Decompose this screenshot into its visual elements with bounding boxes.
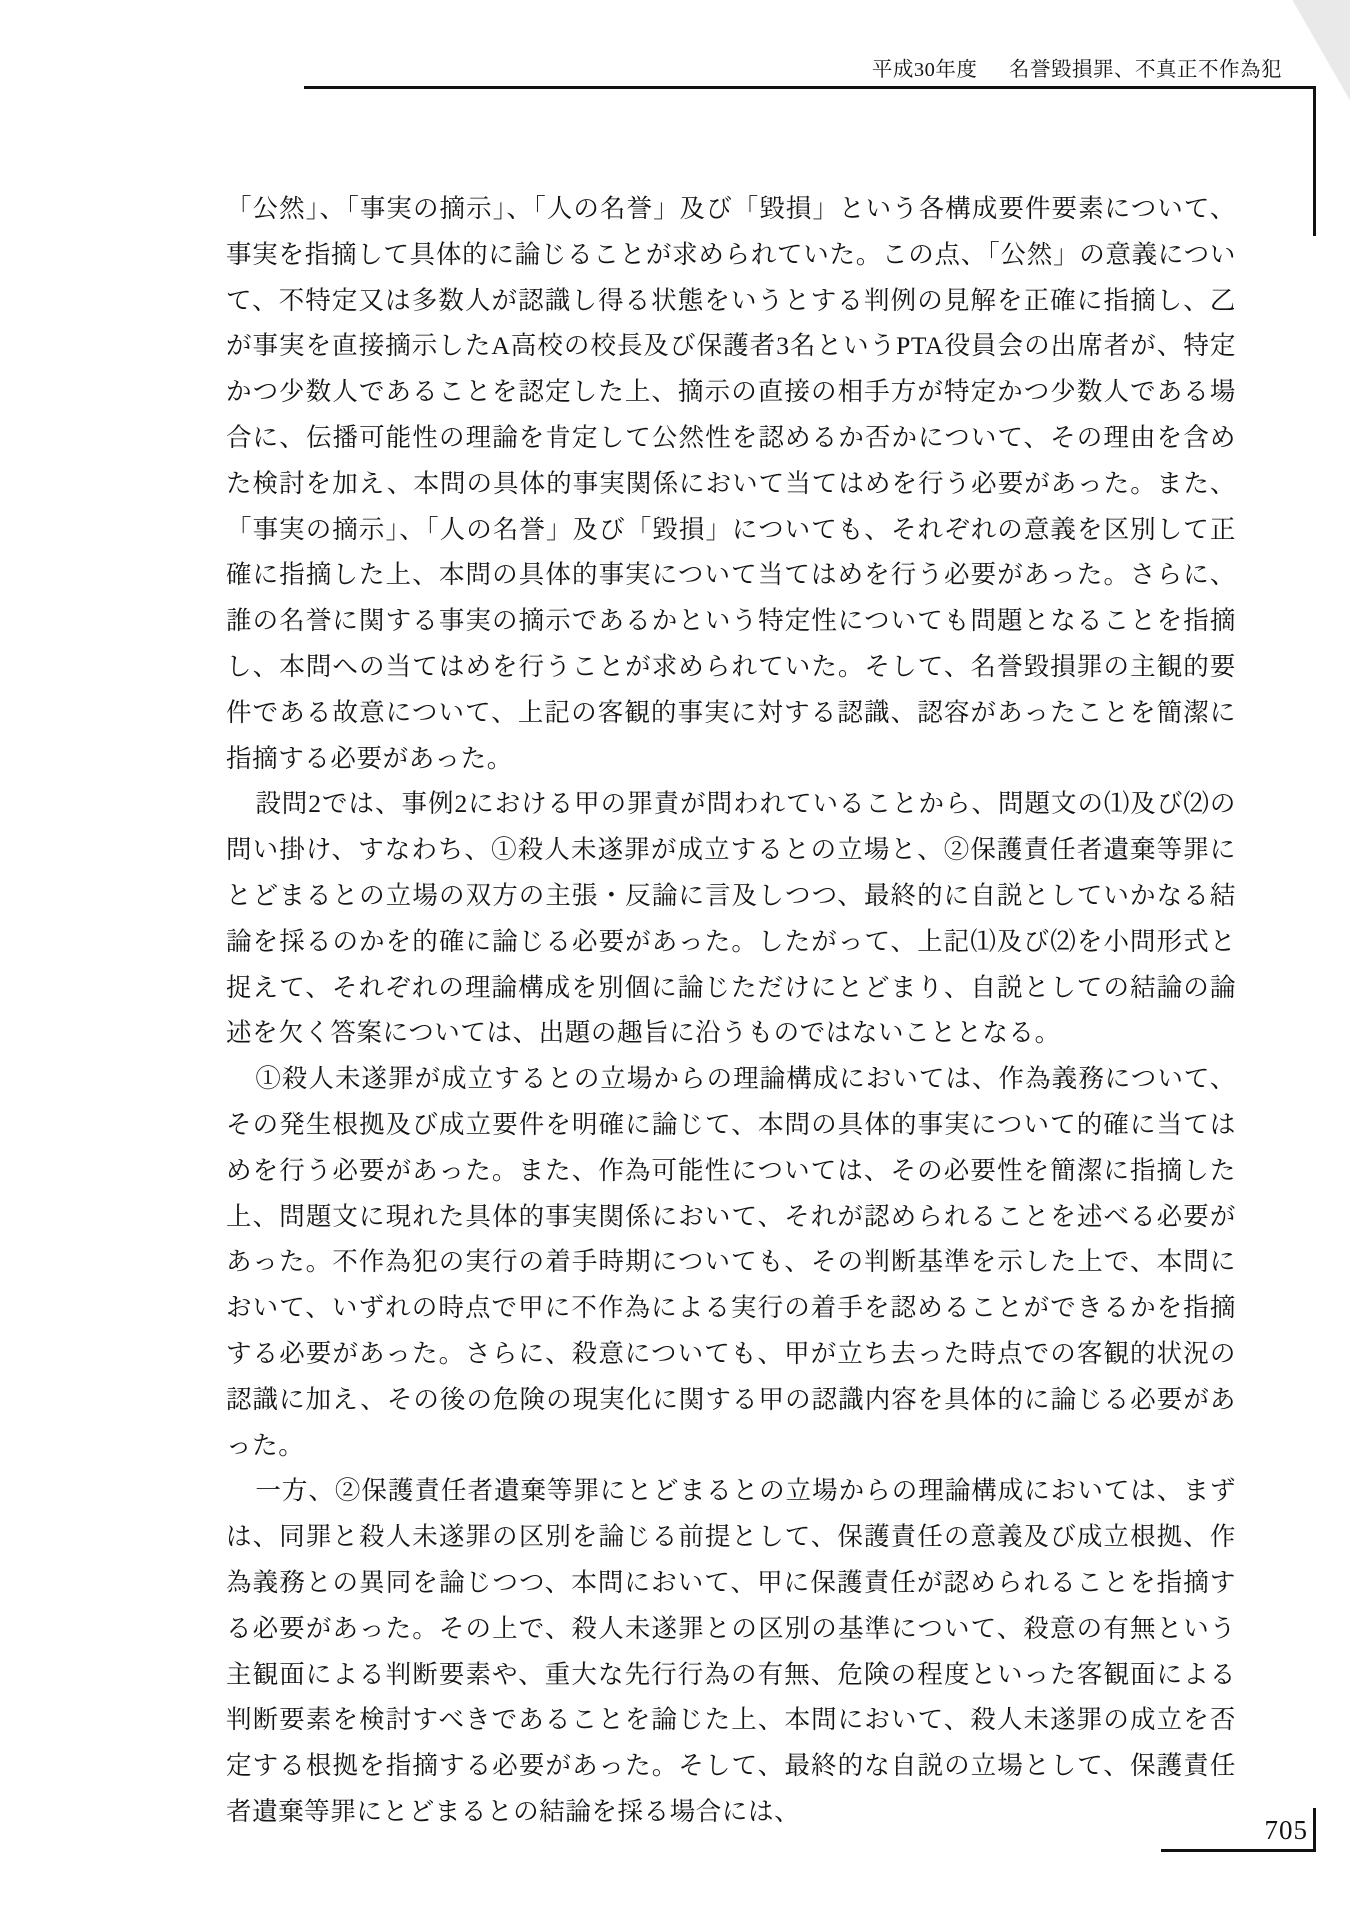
header-topic-label: 名誉毀損罪、不真正不作為犯 xyxy=(1009,59,1282,81)
header-year-label: 平成30年度 xyxy=(871,59,978,81)
page-number: 705 xyxy=(1264,1815,1308,1845)
header-vertical-rule xyxy=(1313,86,1316,236)
paragraph-3: ①殺人未遂罪が成立するとの立場からの理論構成においては、作為義務について、その発生根拠及び成立要件を明確に論じて、本問の具体的事実について的確に当てはめを行う必要があった。また、作為可能性については、その必要性を簡潔に指摘した上、問題文に現れた具体的事実関係において、それが認められることを述べる必要があった。不作為犯の実行の着手時期についても、その判断基準を示した上で、本問において、いずれの時点で甲に不作為による実行の着手を認めることができるかを指摘する必要があった。さらに、殺意についても、甲が立ち去った時点での客観的状況の認識に加え、その後の危険の現実化に関する甲の認識内容を具体的に論じる必要があった。 xyxy=(226,1064,1236,1460)
footer-vertical-rule xyxy=(1313,1808,1316,1852)
paragraph-2: 設問2では、事例2における甲の罪責が問われていることから、問題文の⑴及び⑵の問い掛け、すなわち、①殺人未遂罪が成立するとの立場と、②保護責任者遺棄等罪にとどまるとの立場の双方の主張・反論に言及しつつ、最終的に自説としていかなる結論を採るのかを的確に論じる必要があった。したがって、上記⑴及び⑵を小問形式と捉えて、それぞれの理論構成を別個に論じただけにとどまり、自説としての結論の論述を欠く答案については、出題の趣旨に沿うものではないこととなる。 xyxy=(226,789,1236,1048)
body-text-block xyxy=(226,186,1236,1835)
footer-horizontal-rule xyxy=(1161,1849,1316,1852)
page-corner-fold-decoration xyxy=(1288,0,1350,108)
header-horizontal-rule xyxy=(304,86,1316,89)
paragraph-4: 一方、②保護責任者遺棄等罪にとどまるとの立場からの理論構成においては、まずは、同罪と殺人未遂罪の区別を論じる前提として、保護責任の意義及び成立根拠、作為義務との異同を論じつつ、本問において、甲に保護責任が認められることを指摘する必要があった。その上で、殺人未遂罪との区別の基準について、殺意の有無という主観面による判断要素や、重大な先行行為の有無、危険の程度といった客観面による判断要素を検討すべきであることを論じた上、本問において、殺人未遂罪の成立を否定する根拠を指摘する必要があった。そして、最終的な自説の立場として、保護責任者遺棄等罪にとどまるとの結論を採る場合には、 xyxy=(226,1476,1236,1826)
running-header xyxy=(872,52,1282,82)
paragraph-1: 「公然」、「事実の摘示」、「人の名誉」及び「毀損」という各構成要件要素について、事実を指摘して具体的に論じることが求められていた。この点、「公然」の意義について、不特定又は多数人が認識し得る状態をいうとする判例の見解を正確に指摘し、乙が事実を直接摘示したA高校の校長及び保護者3名というPTA役員会の出席者が、特定かつ少数人であることを認定した上、摘示の直接の相手方が特定かつ少数人である場合に、伝播可能性の理論を肯定して公然性を認めるか否かについて、その理由を含めた検討を加え、本問の具体的事実関係において当てはめを行う必要があった。また、「事実の摘示」、「人の名誉」及び「毀損」についても、それぞれの意義を区別して正確に指摘した上、本問の具体的事実について当てはめを行う必要があった。さらに、誰の名誉に関する事実の摘示であるかという特定性についても問題となることを指摘し、本問への当てはめを行うことが求められていた。そして、名誉毀損罪の主観的要件である故意について、上記の客観的事実に対する認識、認容があったことを簡潔に指摘する必要があった。 xyxy=(226,194,1236,773)
